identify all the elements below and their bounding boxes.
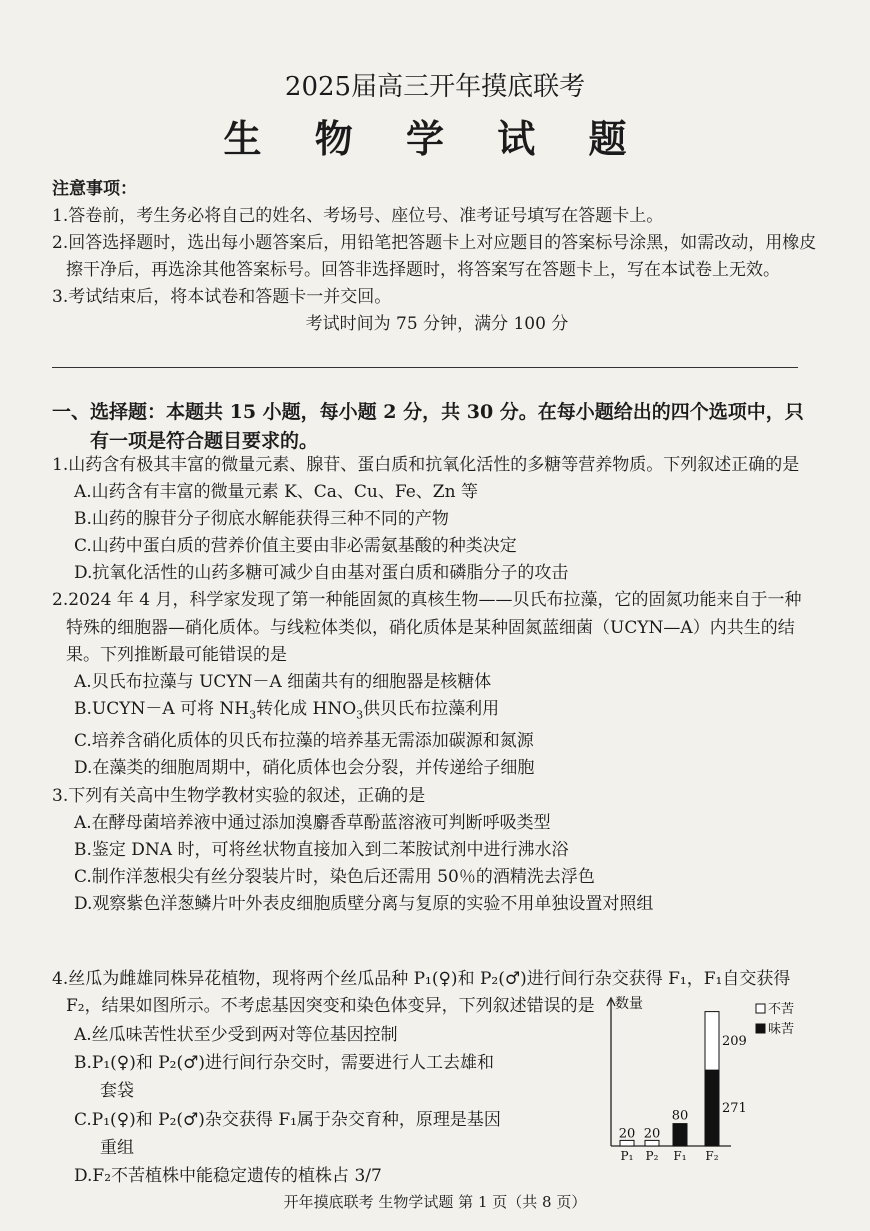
- legend-swatch-notbitter: [756, 1004, 765, 1013]
- notes-title: 注意事项：: [52, 179, 137, 199]
- y-axis-label: 数量: [615, 996, 643, 1012]
- q4-option-b: B.P₁(♀)和 P₂(♂)进行间行杂交时，需要进行人工去雄和: [74, 1053, 495, 1074]
- q3-option-a: A.在酵母菌培养液中通过添加溴麝香草酚蓝溶液可判断呼吸类型: [74, 812, 551, 833]
- q2-b-part2: 转化成 HNO: [256, 698, 357, 719]
- bar-bitter-2: [673, 1124, 687, 1146]
- legend-swatch-bitter: [756, 1024, 765, 1033]
- q3-option-d: D.观察紫色洋葱鳞片叶外表皮细胞质壁分离与复原的实验不用单独设置对照组: [74, 893, 654, 914]
- note-item-3: 3.考试结束后，将本试卷和答题卡一并交回。: [52, 287, 392, 307]
- bar-notbitter-3: [705, 1012, 719, 1071]
- q3-stem: 3.下列有关高中生物学教材实验的叙述，正确的是: [52, 785, 426, 806]
- q1-option-d: D.抗氧化活性的山药多糖可减少自由基对蛋白质和磷脂分子的攻击: [74, 563, 569, 584]
- q2-b-part1: B.UCYN－A 可将 NH: [74, 698, 250, 719]
- x-tick-label: F₁: [673, 1149, 687, 1162]
- x-tick-label: P₂: [645, 1149, 659, 1162]
- questions-1-3: [52, 452, 812, 918]
- note-item-1: 1.答卷前，考生务必将自己的姓名、考场号、座位号、准考证号填写在答题卡上。: [52, 206, 664, 226]
- legend-label-notbitter: 不苦: [768, 1002, 795, 1017]
- q1-option-a: A.山药含有丰富的微量元素 K、Ca、Cu、Fe、Zn 等: [74, 482, 478, 503]
- bitterness-bar-chart: [596, 992, 846, 1162]
- q1-option-b: B.山药的腺苷分子彻底水解能获得三种不同的产物: [74, 509, 449, 530]
- q4-option-d: D.F₂不苦植株中能稳定遗传的植株占 3/7: [74, 1166, 382, 1187]
- x-tick-label: P₁: [620, 1149, 634, 1162]
- legend-label-bitter: 味苦: [768, 1022, 795, 1037]
- data-label-p2: 20: [643, 1126, 661, 1142]
- q1-option-c: C.山药中蛋白质的营养价值主要由非必需氨基酸的种类决定: [74, 536, 517, 557]
- q4-option-c: C.P₁(♀)和 P₂(♂)杂交获得 F₁属于杂交育种，原理是基因: [74, 1109, 501, 1130]
- q2-option-c: C.培养含硝化质体的贝氏布拉藻的培养基无需添加碳源和氮源: [74, 731, 534, 752]
- q2-b-part3: 供贝氏布拉藻利用: [363, 698, 500, 719]
- q3-option-c: C.制作洋葱根尖有丝分裂装片时，染色后还需用 50％的酒精洗去浮色: [74, 866, 595, 887]
- data-label-f2-bitter: 271: [722, 1101, 747, 1117]
- bar-bitter-3: [705, 1070, 719, 1146]
- q1-stem: 1.山药含有极其丰富的微量元素、腺苷、蛋白质和抗氧化活性的多糖等营养物质。下列叙述正确的是: [52, 455, 800, 475]
- q2-option-d: D.在藻类的细胞周期中，硝化质体也会分裂，并传递给子细胞: [74, 758, 535, 779]
- exam-time: 考试时间为 75 分钟，满分 100 分: [305, 314, 569, 334]
- data-label-f1: 80: [671, 1108, 689, 1124]
- notes-block: [52, 176, 822, 338]
- section-heading: 一、选择题：本题共 15 小题，每小题 2 分，共 30 分。在每小题给出的四个选项中，只有一项是符合题目要求的。: [52, 401, 804, 452]
- page-footer: 开年摸底联考 生物学试题 第 1 页（共 8 页）: [283, 1193, 587, 1211]
- q4-option-a: A.丝瓜味苦性状至少受到两对等位基因控制: [74, 1025, 398, 1045]
- q4-options: [52, 1021, 592, 1190]
- x-tick-label: F₂: [705, 1149, 719, 1162]
- q2-option-b: [52, 696, 812, 728]
- q2-stem: 2.2024 年 4 月，科学家发现了第一种能固氮的真核生物——贝氏布拉藻，它的固氮功能来自于一种特殊的细胞器—硝化质体。与线粒体类似，硝化质体是某种固氮蓝细菌（UCYN—A）内共生的结果。下列推断最可能错误的是: [52, 590, 802, 665]
- q4-option-b-cont: 套袋: [100, 1081, 134, 1102]
- q3-option-b: B.鉴定 DNA 时，可将丝状物直接加入到二苯胺试剂中进行沸水浴: [74, 839, 569, 860]
- q4-stem: 4.丝瓜为雌雄同株异花植物，现将两个丝瓜品种 P₁(♀)和 P₂(♂)进行间行杂交获得 F₁，F₁自交获得 F₂，结果如图所示。不考虑基因突变和染色体变异，下列叙述错误的是: [52, 969, 791, 1017]
- exam-title: 2025届高三开年摸底联考: [284, 72, 586, 102]
- subject-title: 生 物 学 试 题: [223, 116, 647, 161]
- data-label-f2-notbitter: 209: [722, 1033, 747, 1049]
- q2-b-sub2: 3: [356, 708, 364, 722]
- note-item-2: 2.回答选择题时，选出每小题答案后，用铅笔把答题卡上对应题目的答案标号涂黑，如需改动，用橡皮擦干净后，再选涂其他答案标号。回答非选择题时，将答案写在答题卡上，写在本试卷上无效。: [52, 233, 817, 280]
- divider: [52, 367, 798, 368]
- q2-option-a: A.贝氏布拉藻与 UCYN－A 细菌共有的细胞器是核糖体: [74, 671, 492, 692]
- q2-b-sub1: 3: [249, 708, 257, 722]
- q4-option-c-cont: 重组: [100, 1137, 134, 1158]
- data-label-p1: 20: [618, 1126, 636, 1142]
